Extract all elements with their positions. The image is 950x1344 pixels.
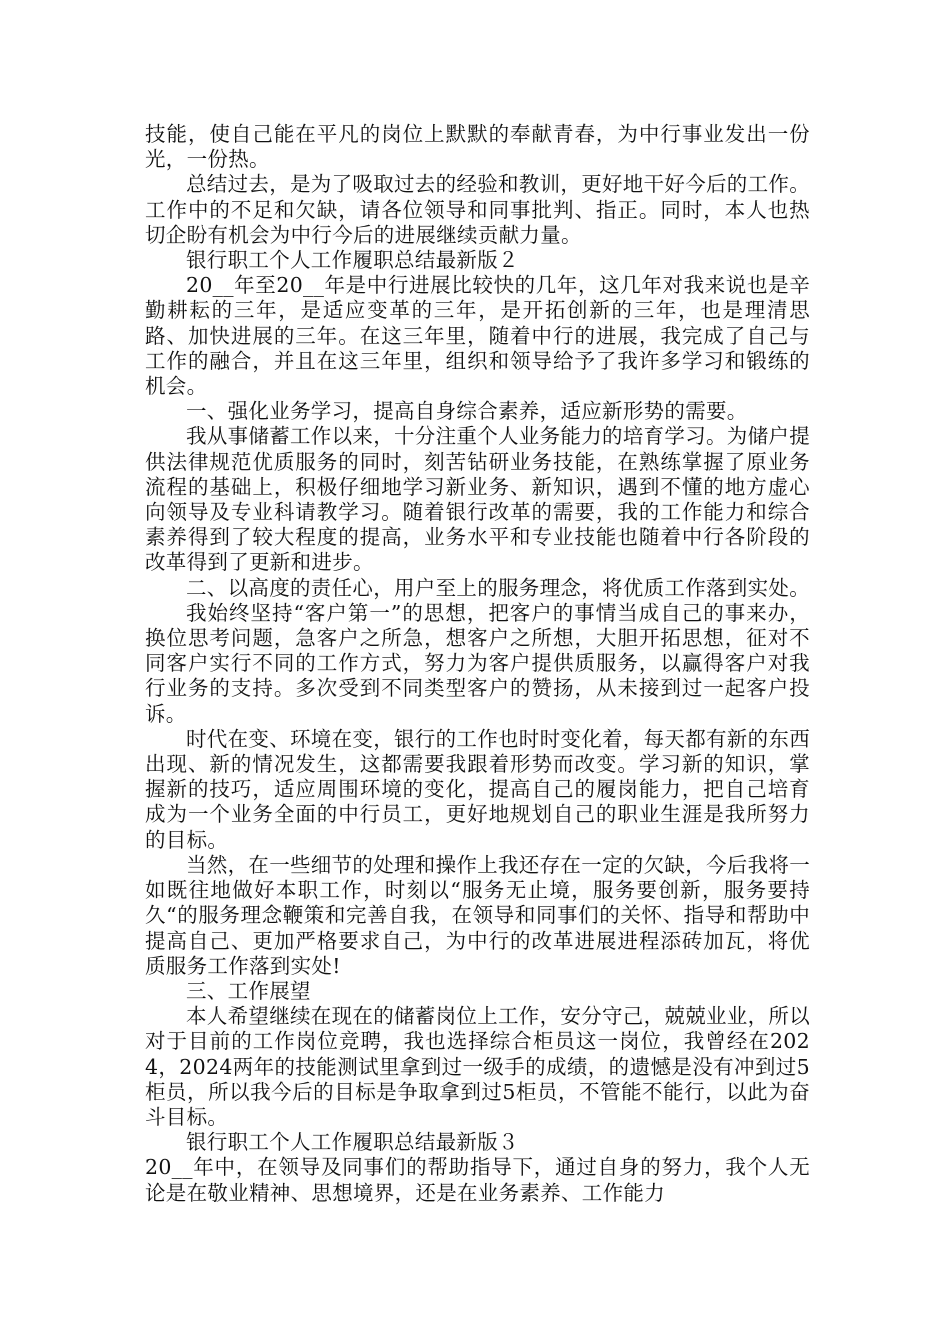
paragraph-point-one-body: 我从事储蓄工作以来，十分注重个人业务能力的培育学习。为储户提供法律规范优质服务的同时，刻苦钻研业务技能，在熟练掌握了原业务流程的基础上，积极仔细地学习新业务、新知识，遇到不懂的地方虚心向领导及专业科请教学习。随着银行改革的需要，我的工作能力和综合素养得到了较大程度的提高，业务水平和专业技能也随着中行各阶段的改革得到了更新和进步。 — [145, 424, 810, 575]
paragraph-point-one-title: 一、强化业务学习，提高自身综合素养，适应新形势的需要。 — [186, 399, 748, 424]
section-heading-3: 银行职工个人工作履职总结最新版３ — [186, 1130, 519, 1155]
paragraph-continuation: 技能，使自己能在平凡的岗位上默默的奉献青春，为中行事业发出一份光，一份热。 — [145, 122, 810, 172]
paragraph-summary: 总结过去，是为了吸取过去的经验和教训，更好地干好今后的工作。工作中的不足和欠缺，请各位领导和同事批判、指正。同时，本人也热切企盼有机会为中行今后的进展继续贡献力量。 — [145, 172, 810, 247]
document-body — [145, 122, 810, 1206]
paragraph-point-two-title: 二、以高度的责任心，用户至上的服务理念，将优质工作落到实处。 — [186, 575, 810, 600]
paragraph-point-two-body: 我始终坚持“客户第一”的思想，把客户的事情当成自己的事来办，换位思考问题，急客户之所急，想客户之所想，大胆开拓思想，征对不同客户实行不同的工作方式，努力为客户提供质服务，以赢得客户对我行业务的支持。多次受到不同类型客户的赞扬，从未接到过一起客户投诉。 — [145, 600, 810, 726]
paragraph-changing-times: 时代在变、环境在变，银行的工作也时时变化着，每天都有新的东西出现、新的情况发生，这都需要我跟着形势而改变。学习新的知识，掌握新的技巧，适应周围环境的变化，提高自己的履岗能力，把自己培育成为一个业务全面的中行员工，更好地规划自己的职业生涯是我所努力的目标。 — [145, 726, 810, 852]
section-heading-2: 银行职工个人工作履职总结最新版２ — [186, 248, 519, 273]
paragraph-section-3-start: 20__年中，在领导及同事们的帮助指导下，通过自身的努力，我个人无论是在敬业精神、思想境界，还是在业务素养、工作能力 — [145, 1155, 810, 1205]
paragraph-point-three-title: 三、工作展望 — [186, 978, 311, 1003]
paragraph-outlook-body: 本人希望继续在现在的储蓄岗位上工作，安分守己，兢兢业业，所以对于目前的工作岗位竞聘，我也选择综合柜员这一岗位，我曾经在2024，2024两年的技能测试里拿到过一级手的成绩，的遗憾是没有冲到过5柜员，所以我今后的目标是争取拿到过5柜员，不管能不能行，以此为奋斗目标。 — [145, 1004, 810, 1129]
paragraph-intro-years: 20__年至20__年是中行进展比较快的几年，这几年对我来说也是辛勤耕耘的三年，是适应变革的三年，是开拓创新的三年，也是理清思路、加快进展的三年。在这三年里，随着中行的进展，我完成了自己与工作的融合，并且在这三年里，组织和领导给予了我许多学习和锻练的机会。 — [145, 273, 810, 399]
paragraph-shortcomings: 当然，在一些细节的处理和操作上我还存在一定的欠缺，今后我将一如既往地做好本职工作，时刻以“服务无止境，服务要创新，服务要持久“的服务理念鞭策和完善自我，在领导和同事们的关怀、指导和帮助中提高自己、更加严格要求自己，为中行的改革进展进程添砖加瓦，将优质服务工作落到实处! — [145, 852, 810, 978]
